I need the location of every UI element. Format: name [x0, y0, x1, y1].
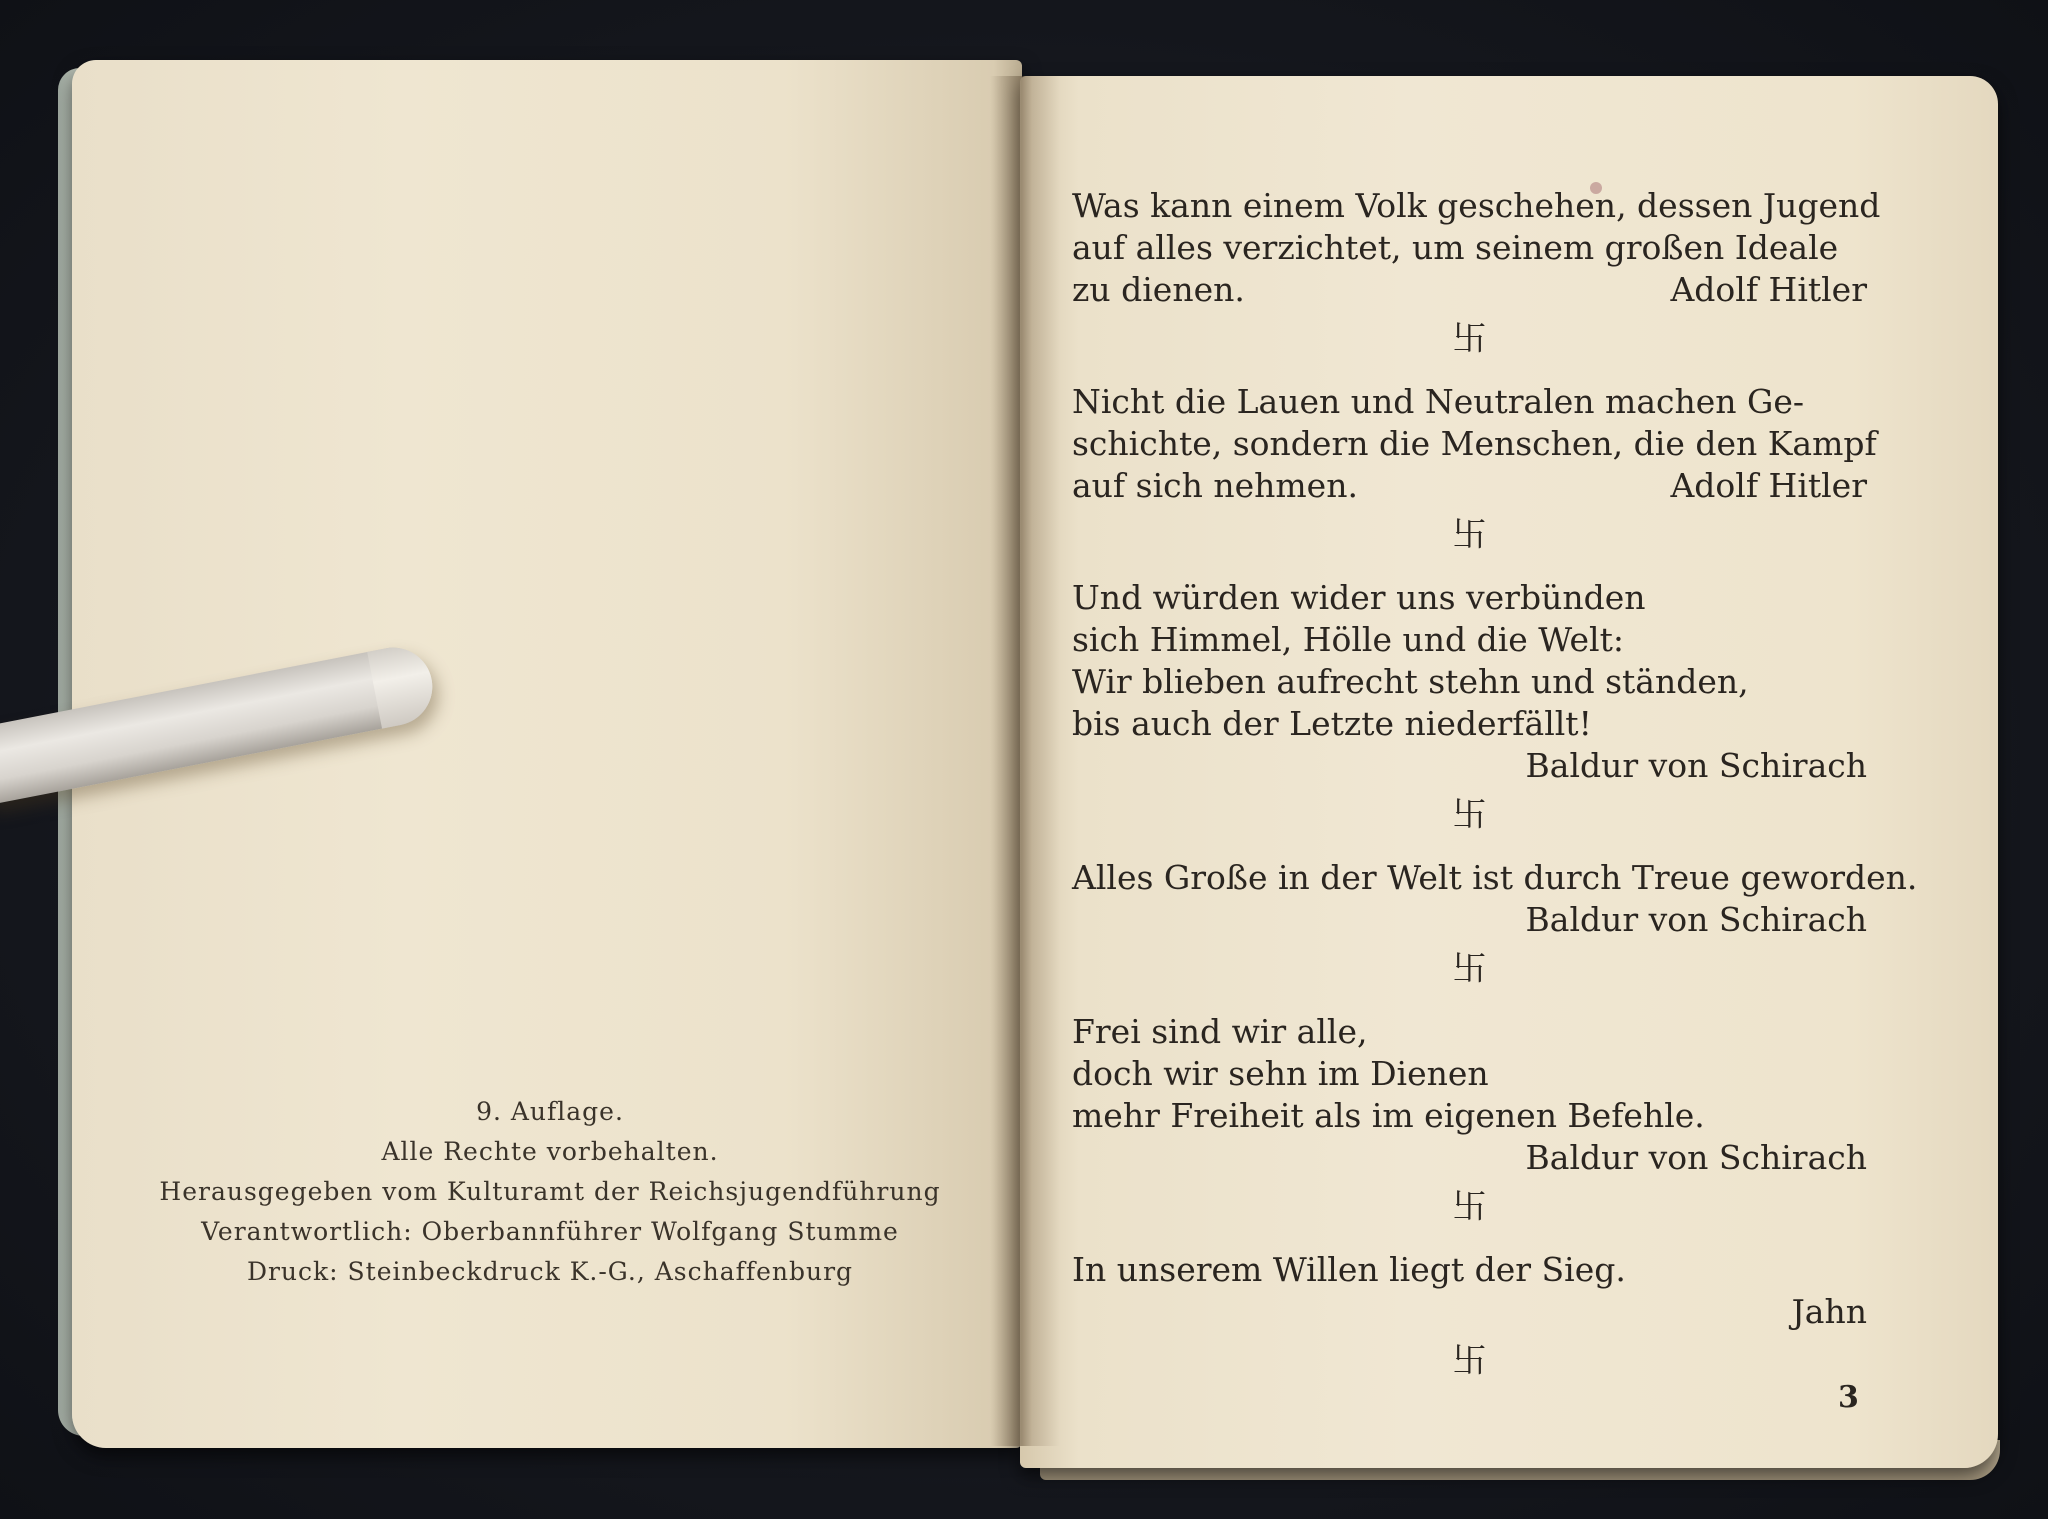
quote-line: Wir blieben aufrecht stehn und ständen,	[1072, 662, 1749, 701]
quote-line: bis auch der Letzte niederfällt!	[1072, 704, 1592, 743]
page-number: 3	[1838, 1380, 1859, 1415]
book-gutter	[990, 76, 1060, 1446]
rights-line: Alle Rechte vorbehalten.	[381, 1137, 719, 1166]
quote-line: sich Himmel, Hölle und die Welt:	[1072, 620, 1624, 659]
quote-last-line	[1072, 269, 1867, 311]
printer-line: Druck: Steinbeckdruck K.-G., Aschaffenburg	[246, 1257, 854, 1286]
quote-2	[1072, 381, 1877, 507]
quotes-column	[1072, 185, 1918, 1403]
separator-symbol: 卐	[1452, 795, 1487, 835]
quote-4	[1072, 857, 1918, 941]
quote-line: mehr Freiheit als im eigenen Befehle.	[1072, 1096, 1705, 1135]
quote-1	[1072, 185, 1881, 311]
quote-author: Baldur von Schirach	[1525, 1138, 1867, 1177]
quote-line: zu dienen.	[1072, 270, 1245, 309]
publisher-line: Herausgegeben vom Kulturamt der Reichsjugendführung	[159, 1177, 941, 1206]
quote-line: Was kann einem Volk geschehen, dessen Jugend	[1072, 186, 1881, 225]
separator-symbol: 卐	[1452, 1341, 1487, 1381]
quote-author: Baldur von Schirach	[1525, 900, 1867, 939]
quote-line: schichte, sondern die Menschen, die den Kampf	[1072, 424, 1877, 463]
quote-line: Und würden wider uns verbünden	[1072, 578, 1646, 617]
quote-line: Nicht die Lauen und Neutralen machen Ge-	[1072, 382, 1805, 421]
separator-symbol: 卐	[1452, 949, 1487, 989]
edition-line: 9. Auflage.	[476, 1097, 624, 1126]
quote-line: Frei sind wir alle,	[1072, 1012, 1368, 1051]
quote-last-line	[1072, 465, 1867, 507]
quote-6	[1072, 1249, 1867, 1333]
quote-line: auf alles verzichtet, um seinem großen Ideale	[1072, 228, 1839, 267]
quote-line: Alles Große in der Welt ist durch Treue geworden.	[1072, 858, 1918, 897]
quote-author: Adolf Hitler	[1670, 466, 1867, 505]
quote-line: auf sich nehmen.	[1072, 466, 1358, 505]
quote-author: Baldur von Schirach	[1525, 746, 1867, 785]
imprint-block	[150, 1092, 950, 1292]
quote-author: Jahn	[1791, 1292, 1867, 1331]
quote-3	[1072, 577, 1867, 787]
quote-line: In unserem Willen liegt der Sieg.	[1072, 1250, 1626, 1289]
separator-symbol: 卐	[1452, 319, 1487, 359]
separator-symbol: 卐	[1452, 1187, 1487, 1227]
responsible-line: Verantwortlich: Oberbannführer Wolfgang Stumme	[201, 1217, 899, 1246]
separator-symbol: 卐	[1452, 515, 1487, 555]
quote-author: Adolf Hitler	[1670, 270, 1867, 309]
quote-line: doch wir sehn im Dienen	[1072, 1054, 1489, 1093]
quote-5	[1072, 1011, 1867, 1179]
